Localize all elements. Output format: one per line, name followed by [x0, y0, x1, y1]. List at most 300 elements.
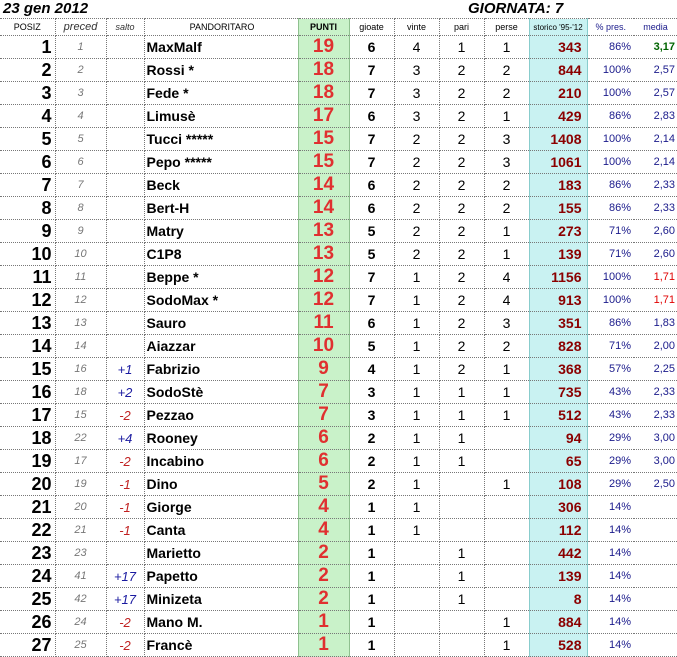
average-cell: 1,83 [634, 312, 677, 335]
jump-cell [106, 59, 144, 82]
lost-cell: 1 [484, 381, 529, 404]
historic-cell: 183 [529, 174, 587, 197]
played-cell: 3 [349, 404, 394, 427]
average-cell: 2,60 [634, 243, 677, 266]
jump-cell [106, 312, 144, 335]
points-cell: 5 [298, 473, 349, 496]
player-name-cell: MaxMalf [144, 36, 298, 59]
previous-position-cell: 16 [55, 358, 106, 381]
presence-cell: 100% [587, 266, 634, 289]
average-cell: 3,00 [634, 427, 677, 450]
historic-cell: 1156 [529, 266, 587, 289]
drawn-cell: 2 [439, 82, 484, 105]
average-cell [634, 542, 677, 565]
won-cell: 3 [394, 82, 439, 105]
drawn-cell: 1 [439, 588, 484, 611]
lost-cell: 2 [484, 59, 529, 82]
drawn-cell: 2 [439, 151, 484, 174]
lost-cell: 1 [484, 473, 529, 496]
jump-cell: +17 [106, 588, 144, 611]
previous-position-cell: 13 [55, 312, 106, 335]
average-cell [634, 565, 677, 588]
lost-cell: 1 [484, 404, 529, 427]
won-cell: 4 [394, 36, 439, 59]
historic-cell: 844 [529, 59, 587, 82]
won-cell: 1 [394, 335, 439, 358]
drawn-cell: 2 [439, 335, 484, 358]
drawn-cell: 2 [439, 128, 484, 151]
won-cell: 1 [394, 496, 439, 519]
average-cell: 2,57 [634, 82, 677, 105]
played-cell: 7 [349, 128, 394, 151]
position-cell: 8 [0, 197, 55, 220]
played-cell: 1 [349, 588, 394, 611]
title-bar [0, 0, 647, 18]
historic-cell: 108 [529, 473, 587, 496]
jump-cell [106, 82, 144, 105]
jump-cell [106, 151, 144, 174]
jump-cell: -1 [106, 473, 144, 496]
table-row [0, 174, 677, 197]
presence-cell: 71% [587, 335, 634, 358]
player-name-cell: SodoStè [144, 381, 298, 404]
drawn-cell: 1 [439, 381, 484, 404]
played-cell: 1 [349, 519, 394, 542]
drawn-cell: 2 [439, 59, 484, 82]
player-name-cell: SodoMax * [144, 289, 298, 312]
won-cell: 2 [394, 243, 439, 266]
table-row [0, 588, 677, 611]
table-row [0, 243, 677, 266]
standings-table [0, 18, 677, 657]
jump-cell [106, 105, 144, 128]
lost-cell: 1 [484, 243, 529, 266]
previous-position-cell: 14 [55, 335, 106, 358]
presence-cell: 29% [587, 473, 634, 496]
presence-cell: 86% [587, 105, 634, 128]
table-row [0, 611, 677, 634]
lost-cell: 1 [484, 220, 529, 243]
played-cell: 2 [349, 427, 394, 450]
historic-cell: 155 [529, 197, 587, 220]
played-cell: 6 [349, 105, 394, 128]
standings-body [0, 36, 677, 657]
table-row [0, 128, 677, 151]
jump-cell: +2 [106, 381, 144, 404]
lost-cell: 4 [484, 266, 529, 289]
previous-position-cell: 22 [55, 427, 106, 450]
played-cell: 5 [349, 335, 394, 358]
drawn-cell: 2 [439, 312, 484, 335]
jump-cell: -2 [106, 404, 144, 427]
col-header-storico: storico '95-'12 [529, 19, 587, 36]
position-cell: 6 [0, 151, 55, 174]
average-cell: 2,50 [634, 473, 677, 496]
lost-cell: 2 [484, 82, 529, 105]
jump-cell [106, 174, 144, 197]
jump-cell [106, 36, 144, 59]
points-cell: 13 [298, 243, 349, 266]
table-row [0, 197, 677, 220]
lost-cell: 2 [484, 197, 529, 220]
jump-cell [106, 542, 144, 565]
won-cell: 1 [394, 427, 439, 450]
historic-cell: 65 [529, 450, 587, 473]
lost-cell [484, 565, 529, 588]
won-cell: 1 [394, 473, 439, 496]
played-cell: 7 [349, 82, 394, 105]
won-cell: 1 [394, 358, 439, 381]
played-cell: 6 [349, 36, 394, 59]
col-header-gioate: gioate [349, 19, 394, 36]
played-cell: 7 [349, 151, 394, 174]
won-cell: 2 [394, 151, 439, 174]
col-header-salto: salto [106, 19, 144, 36]
previous-position-cell: 42 [55, 588, 106, 611]
points-cell: 6 [298, 427, 349, 450]
table-row [0, 381, 677, 404]
jump-cell [106, 335, 144, 358]
won-cell: 3 [394, 59, 439, 82]
position-cell: 3 [0, 82, 55, 105]
historic-cell: 735 [529, 381, 587, 404]
drawn-cell: 2 [439, 243, 484, 266]
presence-cell: 14% [587, 588, 634, 611]
previous-position-cell: 1 [55, 36, 106, 59]
average-cell: 2,33 [634, 404, 677, 427]
col-header-preced: preced [55, 19, 106, 36]
table-row [0, 312, 677, 335]
position-cell: 23 [0, 542, 55, 565]
player-name-cell: Pepo ***** [144, 151, 298, 174]
drawn-cell [439, 519, 484, 542]
played-cell: 6 [349, 197, 394, 220]
player-name-cell: Limusè [144, 105, 298, 128]
won-cell: 1 [394, 266, 439, 289]
presence-cell: 57% [587, 358, 634, 381]
presence-cell: 43% [587, 381, 634, 404]
presence-cell: 29% [587, 450, 634, 473]
won-cell [394, 634, 439, 657]
historic-cell: 884 [529, 611, 587, 634]
previous-position-cell: 11 [55, 266, 106, 289]
previous-position-cell: 24 [55, 611, 106, 634]
col-header-punti: PUNTI [298, 19, 349, 36]
historic-cell: 306 [529, 496, 587, 519]
average-cell: 3,17 [634, 36, 677, 59]
player-name-cell: Fede * [144, 82, 298, 105]
historic-cell: 139 [529, 243, 587, 266]
lost-cell: 3 [484, 151, 529, 174]
played-cell: 5 [349, 220, 394, 243]
won-cell [394, 542, 439, 565]
drawn-cell: 2 [439, 289, 484, 312]
won-cell: 1 [394, 312, 439, 335]
average-cell: 2,33 [634, 174, 677, 197]
table-row [0, 59, 677, 82]
date-title: 23 gen 2012 [3, 0, 89, 17]
player-name-cell: Francè [144, 634, 298, 657]
points-cell: 2 [298, 565, 349, 588]
presence-cell: 71% [587, 243, 634, 266]
previous-position-cell: 7 [55, 174, 106, 197]
jump-cell: -2 [106, 634, 144, 657]
lost-cell: 1 [484, 105, 529, 128]
lost-cell: 1 [484, 634, 529, 657]
position-cell: 27 [0, 634, 55, 657]
won-cell: 1 [394, 381, 439, 404]
table-row [0, 36, 677, 59]
player-name-cell: Beck [144, 174, 298, 197]
position-cell: 26 [0, 611, 55, 634]
player-name-cell: Beppe * [144, 266, 298, 289]
position-cell: 4 [0, 105, 55, 128]
average-cell [634, 519, 677, 542]
points-cell: 17 [298, 105, 349, 128]
historic-cell: 913 [529, 289, 587, 312]
position-cell: 19 [0, 450, 55, 473]
previous-position-cell: 2 [55, 59, 106, 82]
average-cell: 3,00 [634, 450, 677, 473]
player-name-cell: Giorge [144, 496, 298, 519]
played-cell: 1 [349, 542, 394, 565]
presence-cell: 100% [587, 128, 634, 151]
lost-cell: 3 [484, 312, 529, 335]
points-cell: 10 [298, 335, 349, 358]
col-header-vinte: vinte [394, 19, 439, 36]
previous-position-cell: 18 [55, 381, 106, 404]
drawn-cell [439, 611, 484, 634]
table-row [0, 519, 677, 542]
points-cell: 12 [298, 266, 349, 289]
table-row [0, 473, 677, 496]
presence-cell: 14% [587, 496, 634, 519]
drawn-cell: 1 [439, 565, 484, 588]
average-cell: 2,60 [634, 220, 677, 243]
table-row [0, 220, 677, 243]
jump-cell [106, 197, 144, 220]
average-cell: 2,00 [634, 335, 677, 358]
previous-position-cell: 17 [55, 450, 106, 473]
position-cell: 9 [0, 220, 55, 243]
player-name-cell: Fabrizio [144, 358, 298, 381]
previous-position-cell: 10 [55, 243, 106, 266]
won-cell [394, 588, 439, 611]
previous-position-cell: 23 [55, 542, 106, 565]
average-cell: 2,14 [634, 151, 677, 174]
historic-cell: 8 [529, 588, 587, 611]
previous-position-cell: 3 [55, 82, 106, 105]
won-cell: 2 [394, 128, 439, 151]
average-cell: 2,33 [634, 381, 677, 404]
previous-position-cell: 19 [55, 473, 106, 496]
position-cell: 18 [0, 427, 55, 450]
previous-position-cell: 12 [55, 289, 106, 312]
points-cell: 12 [298, 289, 349, 312]
table-row [0, 404, 677, 427]
presence-cell: 86% [587, 174, 634, 197]
lost-cell: 1 [484, 611, 529, 634]
table-row [0, 427, 677, 450]
presence-cell: 14% [587, 634, 634, 657]
col-header-posiz: POSIZ [0, 19, 55, 36]
presence-cell: 14% [587, 519, 634, 542]
previous-position-cell: 5 [55, 128, 106, 151]
jump-cell [106, 220, 144, 243]
won-cell [394, 565, 439, 588]
points-cell: 18 [298, 59, 349, 82]
player-name-cell: Pezzao [144, 404, 298, 427]
played-cell: 7 [349, 59, 394, 82]
played-cell: 1 [349, 565, 394, 588]
table-row [0, 151, 677, 174]
position-cell: 16 [0, 381, 55, 404]
table-row [0, 542, 677, 565]
player-name-cell: Sauro [144, 312, 298, 335]
drawn-cell: 2 [439, 197, 484, 220]
drawn-cell: 1 [439, 404, 484, 427]
points-cell: 4 [298, 519, 349, 542]
position-cell: 22 [0, 519, 55, 542]
lost-cell: 2 [484, 335, 529, 358]
jump-cell [106, 266, 144, 289]
player-name-cell: Canta [144, 519, 298, 542]
historic-cell: 828 [529, 335, 587, 358]
jump-cell: +4 [106, 427, 144, 450]
won-cell [394, 611, 439, 634]
drawn-cell: 2 [439, 266, 484, 289]
drawn-cell: 2 [439, 358, 484, 381]
presence-cell: 29% [587, 427, 634, 450]
average-cell: 1,71 [634, 289, 677, 312]
drawn-cell: 1 [439, 450, 484, 473]
drawn-cell [439, 496, 484, 519]
points-cell: 7 [298, 381, 349, 404]
played-cell: 6 [349, 174, 394, 197]
average-cell [634, 634, 677, 657]
table-row [0, 358, 677, 381]
col-header-pari: pari [439, 19, 484, 36]
jump-cell [106, 289, 144, 312]
points-cell: 18 [298, 82, 349, 105]
table-row [0, 335, 677, 358]
jump-cell [106, 243, 144, 266]
points-cell: 15 [298, 151, 349, 174]
drawn-cell [439, 634, 484, 657]
presence-cell: 14% [587, 611, 634, 634]
average-cell [634, 611, 677, 634]
position-cell: 5 [0, 128, 55, 151]
jump-cell: -1 [106, 519, 144, 542]
previous-position-cell: 9 [55, 220, 106, 243]
position-cell: 14 [0, 335, 55, 358]
average-cell: 1,71 [634, 266, 677, 289]
player-name-cell: Aiazzar [144, 335, 298, 358]
presence-cell: 100% [587, 82, 634, 105]
points-cell: 4 [298, 496, 349, 519]
historic-cell: 429 [529, 105, 587, 128]
position-cell: 24 [0, 565, 55, 588]
col-header-media: media [634, 19, 677, 36]
lost-cell [484, 427, 529, 450]
previous-position-cell: 20 [55, 496, 106, 519]
previous-position-cell: 6 [55, 151, 106, 174]
table-row [0, 450, 677, 473]
played-cell: 3 [349, 381, 394, 404]
position-cell: 10 [0, 243, 55, 266]
table-row [0, 634, 677, 657]
presence-cell: 14% [587, 565, 634, 588]
played-cell: 4 [349, 358, 394, 381]
points-cell: 1 [298, 634, 349, 657]
historic-cell: 343 [529, 36, 587, 59]
lost-cell: 2 [484, 174, 529, 197]
jump-cell: +1 [106, 358, 144, 381]
won-cell: 1 [394, 519, 439, 542]
won-cell: 3 [394, 105, 439, 128]
previous-position-cell: 21 [55, 519, 106, 542]
presence-cell: 100% [587, 151, 634, 174]
previous-position-cell: 25 [55, 634, 106, 657]
presence-cell: 43% [587, 404, 634, 427]
table-row [0, 289, 677, 312]
player-name-cell: Rossi * [144, 59, 298, 82]
col-header-name: PANDORITARO [144, 19, 298, 36]
player-name-cell: Incabino [144, 450, 298, 473]
drawn-cell: 1 [439, 36, 484, 59]
won-cell: 1 [394, 450, 439, 473]
points-cell: 19 [298, 36, 349, 59]
drawn-cell: 2 [439, 105, 484, 128]
points-cell: 15 [298, 128, 349, 151]
position-cell: 11 [0, 266, 55, 289]
played-cell: 5 [349, 243, 394, 266]
player-name-cell: Dino [144, 473, 298, 496]
position-cell: 25 [0, 588, 55, 611]
drawn-cell: 1 [439, 427, 484, 450]
won-cell: 1 [394, 404, 439, 427]
historic-cell: 273 [529, 220, 587, 243]
won-cell: 2 [394, 174, 439, 197]
col-header-pres: % pres. [587, 19, 634, 36]
historic-cell: 1408 [529, 128, 587, 151]
presence-cell: 100% [587, 289, 634, 312]
average-cell: 2,83 [634, 105, 677, 128]
previous-position-cell: 15 [55, 404, 106, 427]
average-cell: 2,33 [634, 197, 677, 220]
lost-cell: 1 [484, 36, 529, 59]
average-cell [634, 496, 677, 519]
points-cell: 6 [298, 450, 349, 473]
average-cell: 2,14 [634, 128, 677, 151]
drawn-cell: 1 [439, 542, 484, 565]
points-cell: 11 [298, 312, 349, 335]
average-cell: 2,57 [634, 59, 677, 82]
lost-cell: 3 [484, 128, 529, 151]
points-cell: 1 [298, 611, 349, 634]
player-name-cell: Papetto [144, 565, 298, 588]
col-header-perse: perse [484, 19, 529, 36]
player-name-cell: Marietto [144, 542, 298, 565]
position-cell: 2 [0, 59, 55, 82]
lost-cell [484, 496, 529, 519]
position-cell: 12 [0, 289, 55, 312]
played-cell: 1 [349, 496, 394, 519]
table-row [0, 82, 677, 105]
points-cell: 2 [298, 542, 349, 565]
lost-cell: 4 [484, 289, 529, 312]
played-cell: 1 [349, 611, 394, 634]
